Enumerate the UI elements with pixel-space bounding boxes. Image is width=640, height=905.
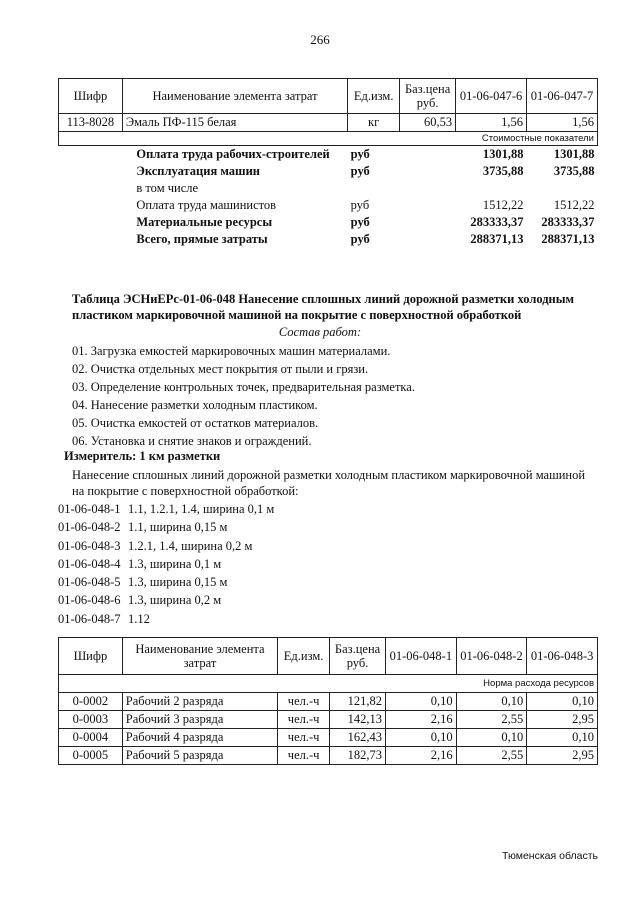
cell: 2,16	[386, 711, 457, 729]
header-cell: Шифр	[59, 638, 123, 675]
cell: 121,82	[330, 693, 386, 711]
cell: Всего, прямые затраты	[136, 232, 268, 246]
cell: 1301,88	[482, 147, 524, 161]
code-text: 1.3, ширина 0,1 м	[128, 556, 222, 571]
cost-row	[59, 163, 598, 180]
cell	[527, 180, 598, 197]
cell: Рабочий 4 разряда	[122, 729, 277, 747]
cost-row	[59, 146, 598, 164]
codes-list	[58, 500, 274, 628]
section-label: Норма расхода ресурсов	[386, 675, 598, 693]
cell	[348, 180, 400, 197]
description: Нанесение сплошных линий дорожной разметки холодным пластиком маркировочной машиной на покрытие с поверхностной обработкой:	[72, 468, 586, 498]
cost-table-047	[58, 78, 598, 248]
cell: 142,13	[330, 711, 386, 729]
cell: 0-0002	[59, 693, 123, 711]
region-footer: Тюменская область	[502, 850, 598, 862]
cell	[59, 146, 123, 164]
table-row	[59, 693, 598, 711]
code-text: 1.1, ширина 0,15 м	[128, 520, 228, 535]
table-row	[59, 114, 598, 132]
cell	[456, 180, 527, 197]
cell: Оплата труда рабочих-строителей	[136, 147, 330, 161]
table-title: Таблица ЭСНиЕРс-01-06-048 Нанесение сплошных линий дорожной разметки холодным пластиком маркировочной машиной на покрытие с поверхностной обработкой	[72, 292, 575, 322]
cell	[400, 197, 456, 214]
cell: 1512,22	[553, 198, 595, 212]
cell: 0-0005	[59, 747, 123, 765]
table-row	[59, 711, 598, 729]
header-cell: Ед.изм.	[278, 638, 330, 675]
cell: Материальные ресурсы	[136, 215, 273, 229]
cell: 1,56	[456, 114, 527, 132]
cell: Эмаль ПФ-115 белая	[122, 114, 347, 132]
list-item: 03. Определение контрольных точек, предварительная разметка.	[72, 380, 415, 394]
cost-row	[59, 231, 598, 248]
cell: руб	[350, 215, 370, 229]
cell: Рабочий 3 разряда	[122, 711, 277, 729]
page-number: 266	[310, 32, 330, 47]
code-label: 01-06-048-7	[58, 611, 121, 626]
cell: Рабочий 5 разряда	[122, 747, 277, 765]
sostav-label: Состав работ:	[278, 325, 362, 339]
list-item	[58, 500, 274, 518]
code-text: 1.3, ширина 0,2 м	[128, 593, 222, 608]
cell: Эксплуатация машин	[136, 164, 260, 178]
cell: 1,56	[527, 114, 598, 132]
cell: 113-8028	[59, 114, 123, 132]
cell: 0,10	[456, 729, 527, 747]
code-text: 1.2.1, 1.4, ширина 0,2 м	[128, 538, 253, 553]
list-item: 06. Установка и снятие знаков и ограждений.	[72, 434, 312, 448]
cell: 1301,88	[553, 147, 595, 161]
code-label: 01-06-048-5	[58, 575, 121, 590]
list-item	[58, 573, 274, 591]
cell: 0,10	[456, 693, 527, 711]
table-row	[59, 747, 598, 765]
table-header-row	[59, 638, 598, 675]
cell: чел.-ч	[278, 693, 330, 711]
cell	[400, 146, 456, 164]
list-item: 04. Нанесение разметки холодным пластиком.	[72, 398, 318, 412]
meter: Измеритель: 1 км разметки	[64, 449, 221, 463]
header-cell: Баз.цена руб.	[330, 638, 386, 675]
cell: 0,10	[386, 693, 457, 711]
code-label: 01-06-048-2	[58, 520, 121, 535]
header-cell: Наименование элемента затрат	[122, 638, 277, 675]
code-text: 1.3, ширина 0,15 м	[128, 575, 228, 590]
cell: 60,53	[400, 114, 456, 132]
cell: руб	[350, 198, 370, 212]
cell: 0-0004	[59, 729, 123, 747]
cell: чел.-ч	[278, 711, 330, 729]
list-item	[58, 555, 274, 573]
section-row	[59, 675, 598, 693]
table-row	[59, 729, 598, 747]
cell: чел.-ч	[278, 729, 330, 747]
header-cell: Баз.цена руб.	[400, 79, 456, 114]
cell	[400, 214, 456, 231]
list-item	[58, 537, 274, 555]
list-item	[58, 518, 274, 536]
cost-row	[59, 214, 598, 231]
cell: Рабочий 2 разряда	[122, 693, 277, 711]
table-header-row	[59, 79, 598, 114]
cell: чел.-ч	[278, 747, 330, 765]
cost-row	[59, 197, 598, 214]
code-label: 01-06-048-3	[58, 538, 121, 553]
cell: 288371,13	[470, 232, 524, 246]
cell: 3735,88	[482, 164, 524, 178]
cell: руб	[350, 164, 370, 178]
cell: кг	[348, 114, 400, 132]
list-item: 01. Загрузка емкостей маркировочных машин материалами.	[72, 344, 391, 358]
header-cell: Шифр	[59, 79, 123, 114]
header-cell: 01-06-047-7	[527, 79, 598, 114]
works-list	[72, 342, 415, 450]
list-item: 02. Очистка отдельных мест покрытия от пыли и грязи.	[72, 362, 369, 376]
resource-table-048	[58, 637, 598, 765]
cell: руб	[350, 232, 370, 246]
list-item	[58, 591, 274, 609]
cell: 3735,88	[553, 164, 595, 178]
header-cell: 01-06-047-6	[456, 79, 527, 114]
cell	[59, 231, 123, 248]
cell: в том числе	[136, 181, 199, 195]
cell	[400, 180, 456, 197]
cost-rows	[59, 146, 598, 249]
cell	[59, 180, 123, 197]
cell: 2,95	[527, 711, 598, 729]
header-cell: Наименование элемента затрат	[122, 79, 347, 114]
code-label: 01-06-048-6	[58, 593, 121, 608]
list-item	[58, 610, 274, 628]
cell: 283333,37	[470, 215, 524, 229]
cell: руб	[350, 147, 370, 161]
code-label: 01-06-048-4	[58, 556, 121, 571]
cell: 0,10	[527, 729, 598, 747]
cell: Оплата труда машинистов	[136, 198, 277, 212]
cell: 2,55	[456, 747, 527, 765]
cell	[59, 214, 123, 231]
cell: 182,73	[330, 747, 386, 765]
header-cell: 01-06-048-3	[527, 638, 598, 675]
header-cell: 01-06-048-2	[456, 638, 527, 675]
cell: 2,95	[527, 747, 598, 765]
cell: 2,16	[386, 747, 457, 765]
cell	[59, 163, 123, 180]
resource-rows	[59, 693, 598, 765]
code-text: 1.12	[128, 611, 150, 626]
cell	[400, 231, 456, 248]
cell: 1512,22	[482, 198, 524, 212]
cell: 288371,13	[541, 232, 595, 246]
list-item: 05. Очистка емкостей от остатков материалов.	[72, 416, 319, 430]
code-text: 1.1, 1.2.1, 1.4, ширина 0,1 м	[128, 502, 275, 516]
section-row	[59, 132, 598, 146]
code-label: 01-06-048-1	[58, 502, 121, 516]
cell: 283333,37	[541, 215, 595, 229]
header-cell: Ед.изм.	[348, 79, 400, 114]
cell: 0,10	[386, 729, 457, 747]
cell: 0-0003	[59, 711, 123, 729]
cell: 162,43	[330, 729, 386, 747]
cell	[59, 197, 123, 214]
cell: 0,10	[527, 693, 598, 711]
header-cell: 01-06-048-1	[386, 638, 457, 675]
cell: 2,55	[456, 711, 527, 729]
section-label: Стоимостные показатели	[456, 132, 598, 146]
cost-row	[59, 180, 598, 197]
cell	[400, 163, 456, 180]
